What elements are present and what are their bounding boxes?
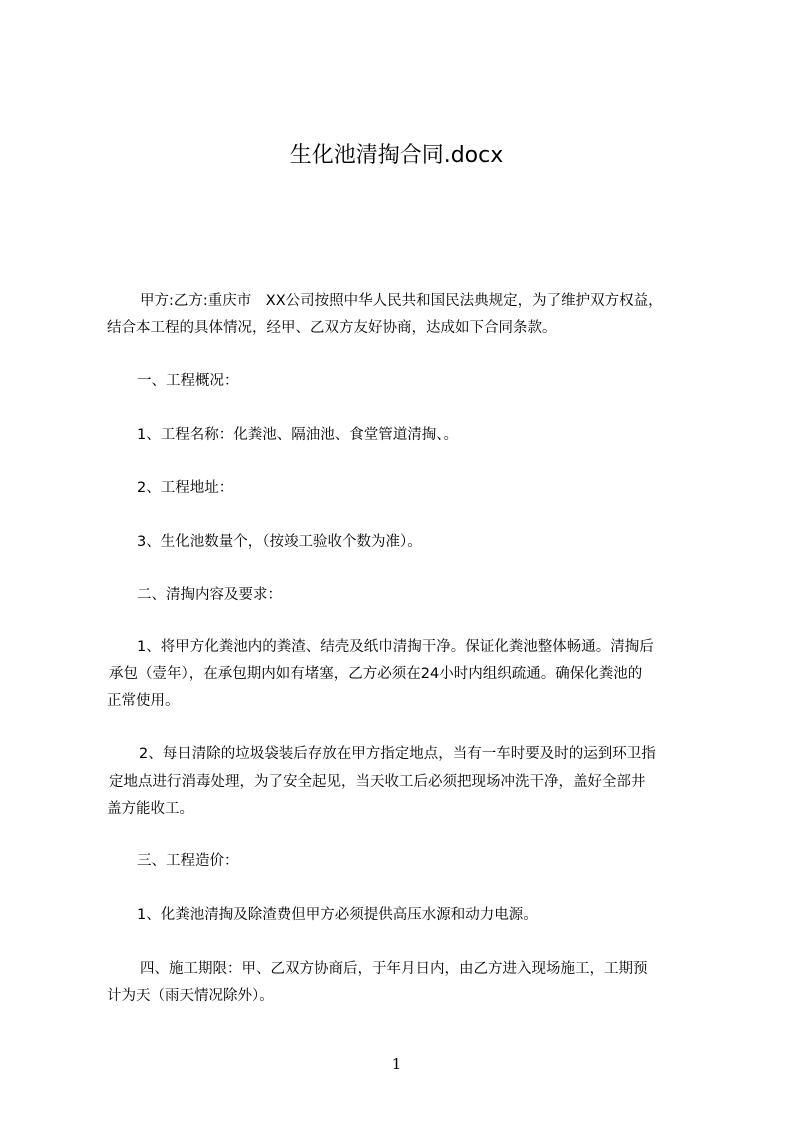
- paragraph-line: 计为天（雨天情况除外）。: [107, 988, 274, 1004]
- section-heading: 二、清掏内容及要求：: [137, 587, 282, 603]
- paragraph-line: 1、工程名称：化粪池、隔油池、食堂管道清掏、。: [137, 427, 458, 443]
- paragraph-line: 盖方能收工。: [107, 801, 194, 817]
- paragraph-line: 承包（壹年），在承包期内如有堵塞，乙方必须在24小时内组织疏通。确保化粪池的: [109, 666, 643, 682]
- paragraph-line: 1、化粪池清掏及除渣费但甲方必须提供高压水源和动力电源。: [137, 907, 538, 923]
- paragraph-line: 正常使用。: [107, 693, 180, 709]
- section-heading: 一、工程概况：: [137, 373, 239, 389]
- paragraph-line: 1、将甲方化粪池内的粪渣、结壳及纸巾清掏干净。保证化粪池整体畅通。清掏后: [137, 639, 654, 655]
- paragraph-line: 甲方:乙方:重庆市 XX公司按照中华人民共和国民法典规定，为了维护双方权益，: [140, 293, 663, 309]
- paragraph-line: 3、生化池数量个，（按竣工验收个数为准）。: [137, 534, 422, 550]
- document-title: 生化池清掏合同.docx: [289, 143, 504, 168]
- paragraph-line: 定地点进行消毒处理，为了安全起见，当天收工后必须把现场冲洗干净，盖好全部井: [109, 774, 646, 790]
- paragraph-line: 四、施工期限：甲、乙双方协商后，于年月日内，由乙方进入现场施工，工期预: [140, 961, 648, 977]
- section-heading: 三、工程造价：: [137, 853, 239, 869]
- paragraph-line: 2、每日清除的垃圾袋装后存放在甲方指定地点，当有一车时要及时的运到环卫指: [139, 746, 656, 762]
- paragraph-line: 2、工程地址：: [137, 480, 234, 496]
- page-number: 1: [391, 1055, 402, 1073]
- paragraph-line: 结合本工程的具体情况，经甲、乙双方友好协商，达成如下合同条款。: [107, 320, 557, 336]
